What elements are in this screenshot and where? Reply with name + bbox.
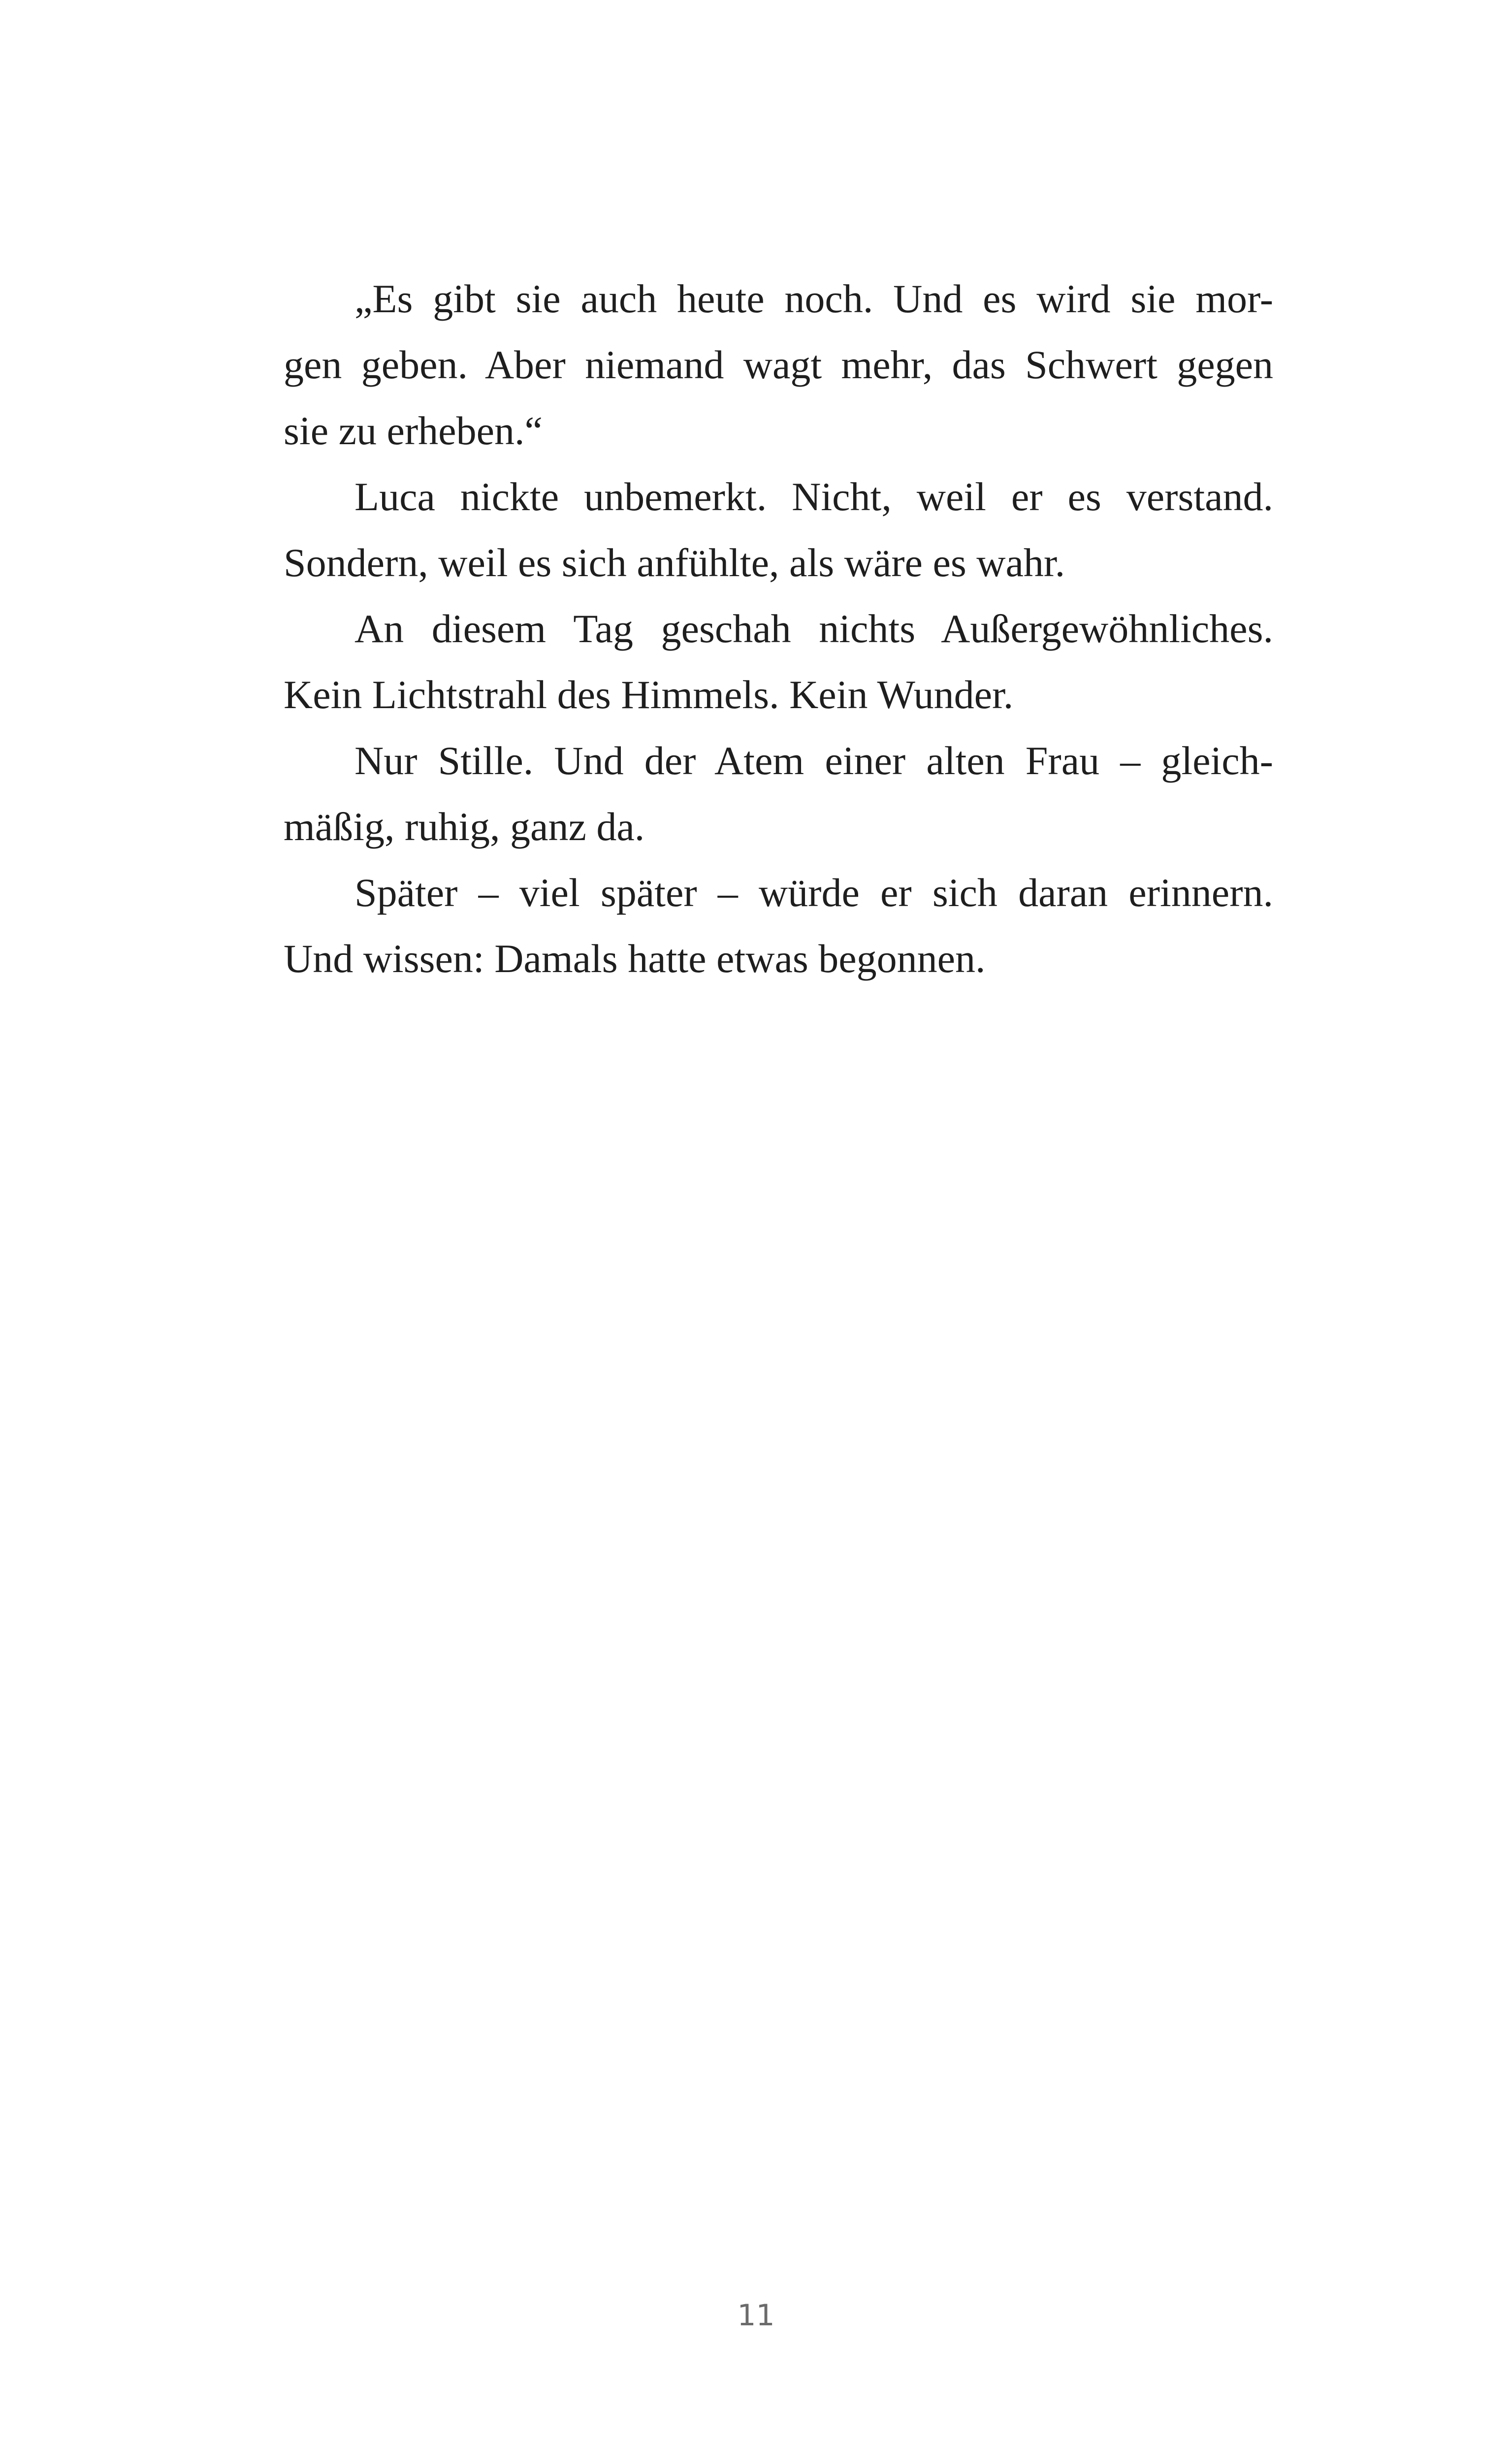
text-line: Sondern, weil es sich anfühlte, als wäre es wahr. bbox=[284, 540, 1065, 585]
text-line: Kein Lichtstrahl des Himmels. Kein Wunder. bbox=[284, 672, 1014, 717]
text-line: Und wissen: Damals hatte etwas begonnen. bbox=[284, 936, 986, 981]
text-line: Luca nickte unbemerkt. Nicht, weil er es verstand. bbox=[354, 474, 1273, 519]
text-line: gen geben. Aber niemand wagt mehr, das Schwert gegen bbox=[284, 342, 1273, 387]
text-line: An diesem Tag geschah nichts Außergewöhnliches. bbox=[354, 606, 1273, 651]
paragraph-1 bbox=[284, 266, 1273, 464]
text-line: mäßig, ruhig, ganz da. bbox=[284, 804, 645, 849]
body-text bbox=[284, 266, 1273, 992]
paragraph-3 bbox=[284, 596, 1273, 728]
paragraph-4 bbox=[284, 728, 1273, 860]
text-line: Später – viel später – würde er sich daran erinnern. bbox=[354, 870, 1273, 915]
text-line: „Es gibt sie auch heute noch. Und es wird sie mor- bbox=[354, 276, 1273, 321]
page-number: 11 bbox=[737, 2298, 775, 2333]
paragraph-5 bbox=[284, 860, 1273, 992]
text-line: Nur Stille. Und der Atem einer alten Frau – gleich- bbox=[354, 738, 1273, 783]
text-line: sie zu erheben.“ bbox=[284, 408, 543, 453]
paragraph-2 bbox=[284, 464, 1273, 596]
